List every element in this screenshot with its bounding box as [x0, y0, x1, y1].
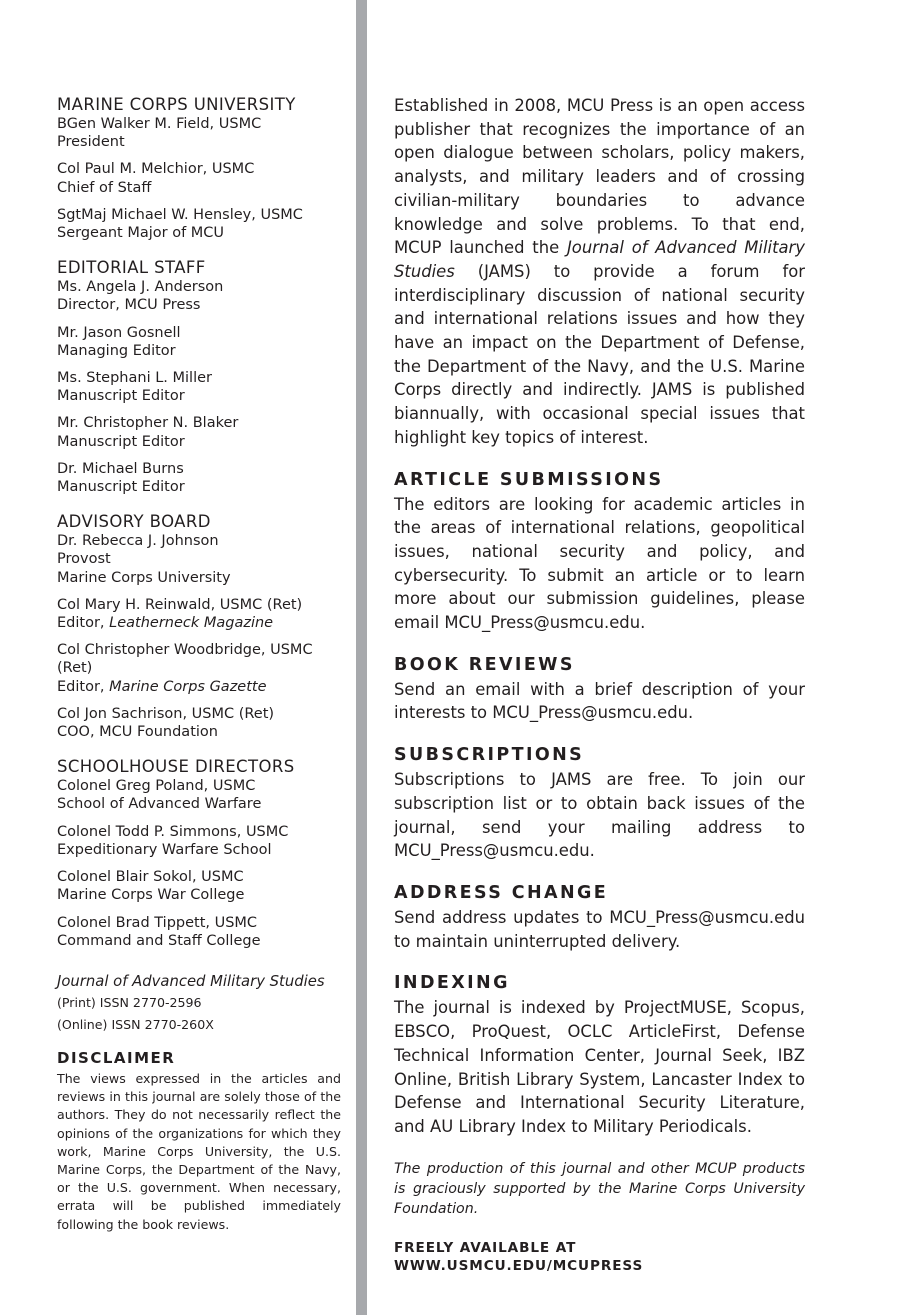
person-name: SgtMaj Michael W. Hensley, USMC: [57, 206, 303, 223]
disclaimer-text: The views expressed in the articles and reviews in this journal are solely those of the authors. They do not necessarily reflect the opinions of the organizations for which they work, Marine Corps University, the U.S. Marine Corps, the Department of the Navy, or the U.S. government. When necessary, errata will be published immediately following the book reviews.: [57, 1070, 341, 1232]
section-heading-editorial: EDITORIAL STAFF: [57, 258, 206, 278]
role-prefix: Editor,: [57, 615, 110, 632]
person-role: Marine Corps War College: [57, 887, 245, 904]
person-name: Col Mary H. Reinwald, USMC (Ret): [57, 596, 303, 613]
person-role: Manuscript Editor: [57, 479, 185, 496]
intro-paragraph: [394, 94, 805, 450]
person-role: Sergeant Major of MCU: [57, 225, 225, 242]
person-name: BGen Walker M. Field, USMC: [57, 116, 262, 132]
publication-title: Marine Corps Gazette: [109, 678, 267, 695]
person-name: Ms. Stephani L. Miller: [57, 370, 212, 387]
person-role: Manuscript Editor: [57, 388, 185, 405]
masthead-person: [57, 414, 341, 450]
person-role: [57, 614, 341, 632]
advisory-board-section: [57, 512, 341, 741]
masthead-column: [57, 95, 341, 1234]
person-name: Col Paul M. Melchior, USMC: [57, 161, 255, 178]
issn-print: (Print) ISSN 2770-2596: [57, 994, 202, 1010]
footer-url: FREELY AVAILABLE AT WWW.USMCU.EDU/MCUPRESS: [394, 1239, 644, 1274]
person-role: President: [57, 134, 125, 151]
section-heading-mcu: MARINE CORPS UNIVERSITY: [57, 95, 296, 114]
masthead-person: [57, 823, 341, 859]
disclaimer-heading: DISCLAIMER: [57, 1048, 176, 1067]
masthead-person: [57, 278, 341, 314]
person-role: School of Advanced Warfare: [57, 796, 262, 813]
address-change-heading: ADDRESS CHANGE: [394, 882, 609, 903]
person-role: Manuscript Editor: [57, 433, 185, 450]
issn-block: [57, 972, 341, 1036]
masthead-person: [57, 115, 341, 151]
information-column: [394, 94, 805, 1275]
person-role: Director, MCU Press: [57, 297, 201, 314]
publication-title: Leatherneck Magazine: [109, 615, 274, 632]
article-submissions-text: The editors are looking for academic articles in the areas of international relations, geopolitical issues, national security and policy, and cybersecurity. To submit an article or to learn more about our submission guidelines, please email MCU_Press@usmcu.edu.: [394, 494, 805, 633]
person-role: Chief of Staff: [57, 179, 152, 196]
masthead-person: [57, 160, 341, 196]
person-name: Col Jon Sachrison, USMC (Ret): [57, 705, 275, 722]
book-reviews-text: Send an email with a brief description of your interests to MCU_Press@usmcu.edu.: [394, 679, 805, 723]
journal-title: Journal of Advanced Military Studies: [57, 972, 325, 990]
mcu-leadership-section: [57, 95, 341, 242]
person-name: Col Christopher Woodbridge, USMC (Ret): [57, 642, 313, 677]
masthead-person: [57, 532, 341, 587]
role-prefix: Editor,: [57, 678, 110, 695]
section-heading-advisory: ADVISORY BOARD: [57, 512, 211, 532]
intro-journal-title: Journal of Advanced Military Studies: [394, 238, 805, 281]
person-name: Colonel Blair Sokol, USMC: [57, 869, 244, 886]
address-change-text: Send address updates to MCU_Press@usmcu.edu to maintain uninterrupted delivery.: [394, 907, 805, 951]
foundation-support-note: The production of this journal and other MCUP products is graciously supported by the Marine Corps University Foundation.: [394, 1160, 805, 1217]
masthead-person: [57, 868, 341, 904]
masthead-person: [57, 369, 341, 405]
person-name: Dr. Rebecca J. Johnson: [57, 533, 219, 550]
masthead-person: [57, 705, 341, 741]
masthead-person: [57, 596, 341, 632]
person-name: Dr. Michael Burns: [57, 460, 184, 477]
column-divider-bar: [356, 0, 367, 1315]
person-name: Mr. Christopher N. Blaker: [57, 415, 239, 432]
masthead-person: [57, 777, 341, 813]
masthead-person: [57, 641, 341, 696]
book-reviews-heading: BOOK REVIEWS: [394, 654, 575, 675]
schoolhouse-directors-section: [57, 757, 341, 950]
person-role: Command and Staff College: [57, 932, 261, 949]
subscriptions-text: Subscriptions to JAMS are free. To join our subscription list or to obtain back issues of the journal, send your mailing address to MCU_Press@usmcu.edu.: [394, 770, 805, 861]
person-name: Ms. Angela J. Anderson: [57, 279, 224, 296]
issn-online: (Online) ISSN 2770-260X: [57, 1016, 214, 1032]
person-name: Colonel Greg Poland, USMC: [57, 778, 256, 795]
article-submissions-heading: ARTICLE SUBMISSIONS: [394, 469, 664, 490]
intro-text-after: (JAMS) to provide a forum for interdisciplinary discussion of national security and international relations issues and how they have an impact on the Department of Defense, the Department of the Navy, and the U.S. Marine Corps directly and indirectly. JAMS is published biannually, with occasional special issues that highlight key topics of interest.: [394, 261, 805, 447]
person-role: COO, MCU Foundation: [57, 724, 218, 741]
person-name: Colonel Todd P. Simmons, USMC: [57, 823, 289, 840]
masthead-person: [57, 324, 341, 360]
person-role: Provost: [57, 551, 111, 568]
person-name: Colonel Brad Tippett, USMC: [57, 914, 258, 931]
indexing-text: The journal is indexed by ProjectMUSE, Scopus, EBSCO, ProQuest, OCLC ArticleFirst, Defense Technical Information Center, Journal Seek, IBZ Online, British Library System, Lancaster Index to Defense and International Security Literature, and AU Library Index to Military Periodicals.: [394, 998, 805, 1136]
person-role: [57, 678, 341, 696]
masthead-person: [57, 914, 341, 950]
section-heading-schoolhouse: SCHOOLHOUSE DIRECTORS: [57, 757, 295, 777]
masthead-person: [57, 206, 341, 242]
person-role-secondary: Marine Corps University: [57, 569, 231, 586]
person-name: Mr. Jason Gosnell: [57, 324, 181, 341]
editorial-staff-section: [57, 258, 341, 496]
person-role: Expeditionary Warfare School: [57, 841, 272, 858]
indexing-heading: INDEXING: [394, 973, 510, 994]
subscriptions-heading: SUBSCRIPTIONS: [394, 745, 585, 766]
masthead-person: [57, 460, 341, 496]
intro-text-before: Established in 2008, MCU Press is an open access publisher that recognizes the importance of an open dialogue between scholars, policy makers, analysts, and military leaders and of crossing civilian-military boundaries to advance knowledge and solve problems. To that end, MCUP launched the: [394, 96, 805, 258]
person-role: Managing Editor: [57, 342, 176, 359]
